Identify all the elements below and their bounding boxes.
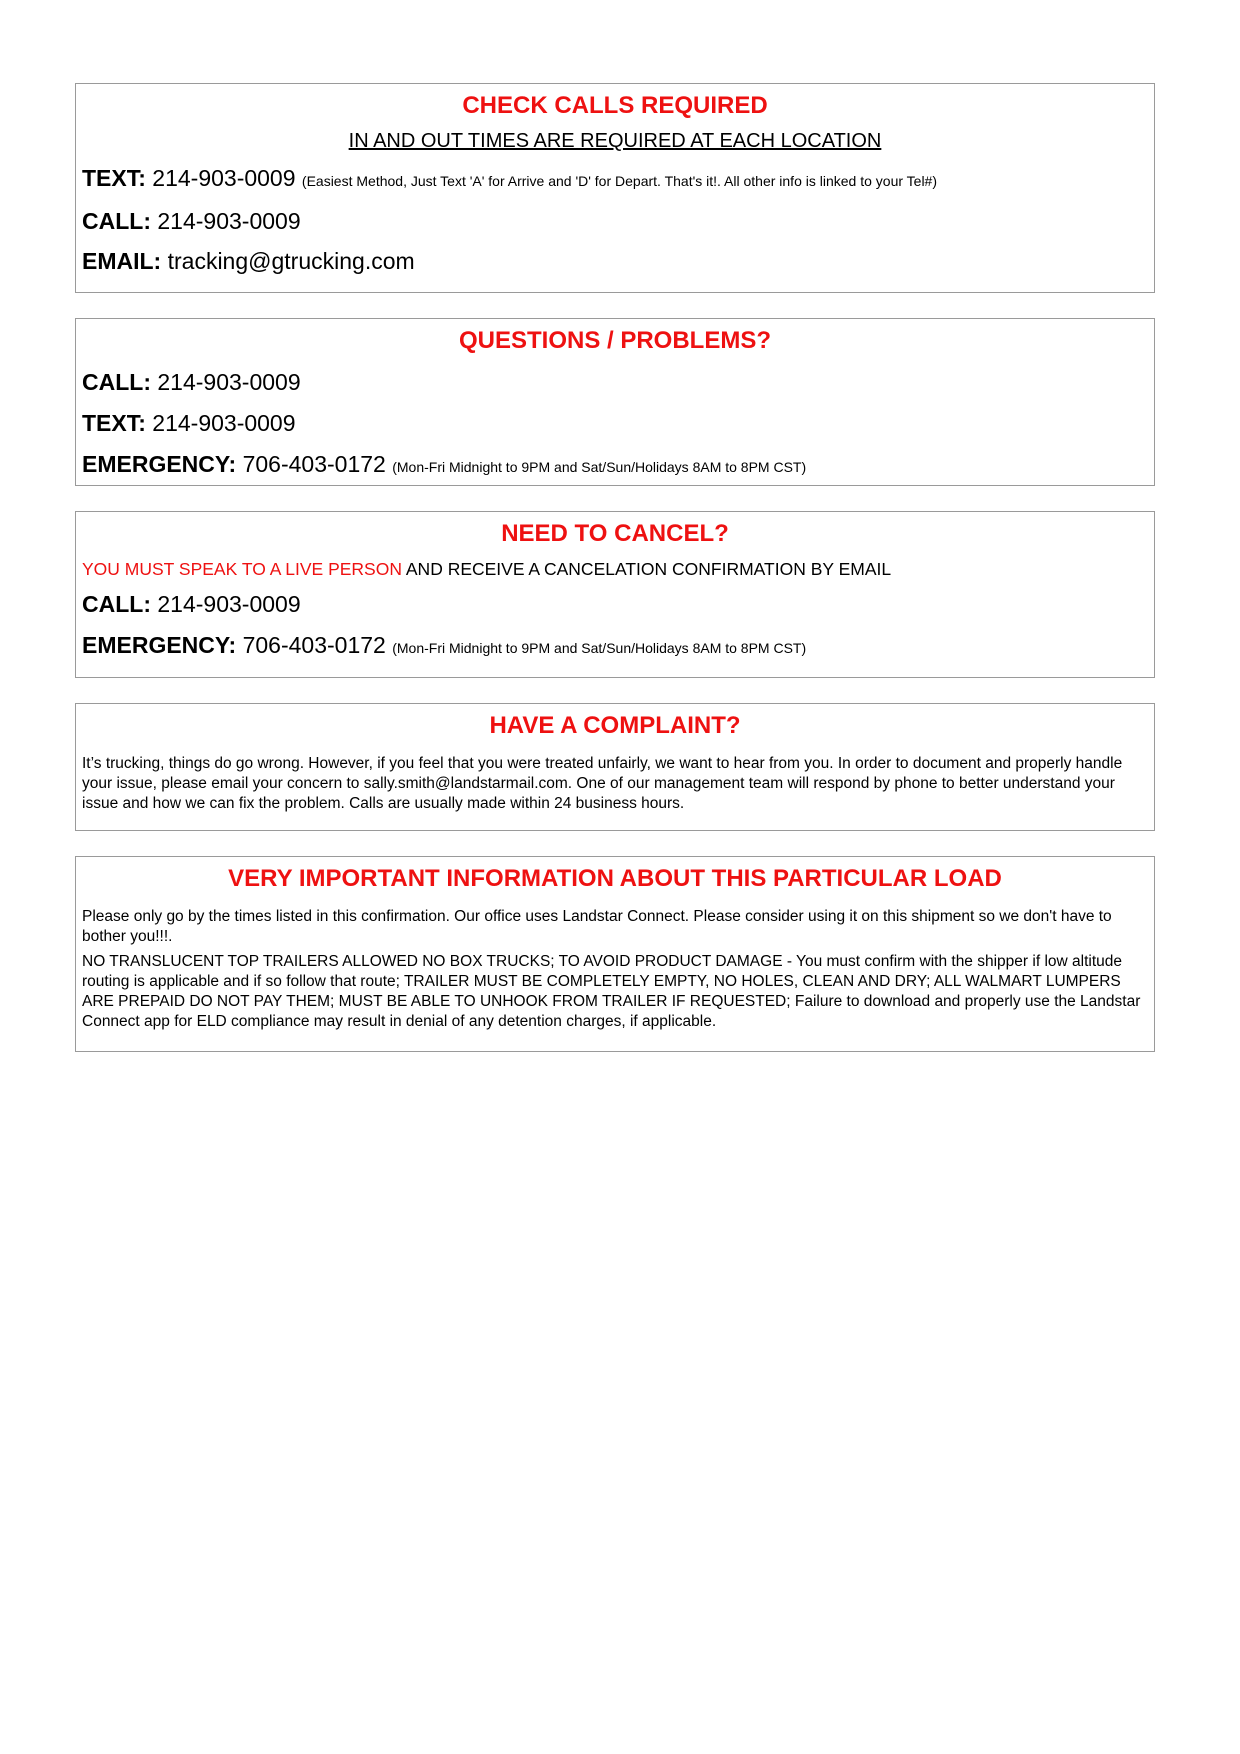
important-info-section <box>75 856 1155 1052</box>
important-info-para-1: Please only go by the times listed in this confirmation. Our office uses Landstar Connect. Please consider using it on this shipment so we don't have to bother you!!!. <box>82 908 1112 945</box>
call-phone: 214-903-0009 <box>157 591 301 617</box>
cancel-title: NEED TO CANCEL? <box>501 520 729 547</box>
cancel-warning-rest: AND RECEIVE A CANCELATION CONFIRMATION BY EMAIL <box>401 559 892 579</box>
check-calls-section <box>75 83 1155 293</box>
emergency-label: EMERGENCY: <box>82 451 237 477</box>
complaint-body: It’s trucking, things do go wrong. However, if you feel that you were treated unfairly, we want to hear from you. In order to document and properly handle your issue, please email your concern to sally.smith@landstarmail.com. One of our management team will respond by phone to better understand your issue and how we can fix the problem. Calls are usually made within 24 business hours. <box>82 755 1123 812</box>
check-calls-subtitle: IN AND OUT TIMES ARE REQUIRED AT EACH LOCATION <box>348 130 882 152</box>
text-phone: 214-903-0009 <box>152 410 296 436</box>
complaint-section <box>75 703 1155 831</box>
text-phone: 214-903-0009 <box>152 165 296 191</box>
emergency-note: (Mon-Fri Midnight to 9PM and Sat/Sun/Holidays 8AM to 8PM CST) <box>392 640 807 656</box>
text-label: TEXT: <box>82 410 146 436</box>
emergency-note: (Mon-Fri Midnight to 9PM and Sat/Sun/Holidays 8AM to 8PM CST) <box>392 459 807 475</box>
complaint-title: HAVE A COMPLAINT? <box>489 712 741 739</box>
questions-title: QUESTIONS / PROBLEMS? <box>458 327 772 354</box>
important-info-title: VERY IMPORTANT INFORMATION ABOUT THIS PARTICULAR LOAD <box>228 865 1002 892</box>
call-phone: 214-903-0009 <box>157 369 301 395</box>
cancel-call-row <box>82 589 1148 619</box>
text-label: TEXT: <box>82 165 146 191</box>
email-address: tracking@gtrucking.com <box>167 248 415 274</box>
call-phone: 214-903-0009 <box>157 208 301 234</box>
call-label: CALL: <box>82 591 151 617</box>
questions-emergency-row <box>82 449 1148 482</box>
cancel-warning-highlight: YOU MUST SPEAK TO A LIVE PERSON <box>82 559 402 579</box>
check-calls-title: CHECK CALLS REQUIRED <box>462 92 768 119</box>
check-calls-text-row <box>82 163 1148 196</box>
cancel-warning <box>82 557 1148 581</box>
text-note: (Easiest Method, Just Text 'A' for Arrive and 'D' for Depart. That's it!. All other info is linked to your Tel#) <box>301 173 937 189</box>
cancel-section <box>75 511 1155 678</box>
email-label: EMAIL: <box>82 248 162 274</box>
call-label: CALL: <box>82 208 151 234</box>
emergency-label: EMERGENCY: <box>82 632 237 658</box>
cancel-emergency-row <box>82 630 1148 663</box>
questions-section <box>75 318 1155 486</box>
questions-text-row <box>82 408 1148 438</box>
call-label: CALL: <box>82 369 151 395</box>
check-calls-email-row <box>82 246 1148 276</box>
emergency-phone: 706-403-0172 <box>242 632 386 658</box>
important-info-para-2: NO TRANSLUCENT TOP TRAILERS ALLOWED NO BOX TRUCKS; TO AVOID PRODUCT DAMAGE - You must confirm with the shipper if low altitude routing is applicable and if so follow that route; TRAILER MUST BE COMPLETELY EMPTY, NO HOLES, CLEAN AND DRY; ALL WALMART LUMPERS ARE PREPAID DO NOT PAY THEM; MUST BE ABLE TO UNHOOK FROM TRAILER IF REQUESTED; Failure to download and properly use the Landstar Connect app for ELD compliance may result in denial of any detention charges, if applicable. <box>82 953 1141 1030</box>
emergency-phone: 706-403-0172 <box>242 451 386 477</box>
check-calls-call-row <box>82 206 1148 236</box>
questions-call-row <box>82 367 1148 397</box>
